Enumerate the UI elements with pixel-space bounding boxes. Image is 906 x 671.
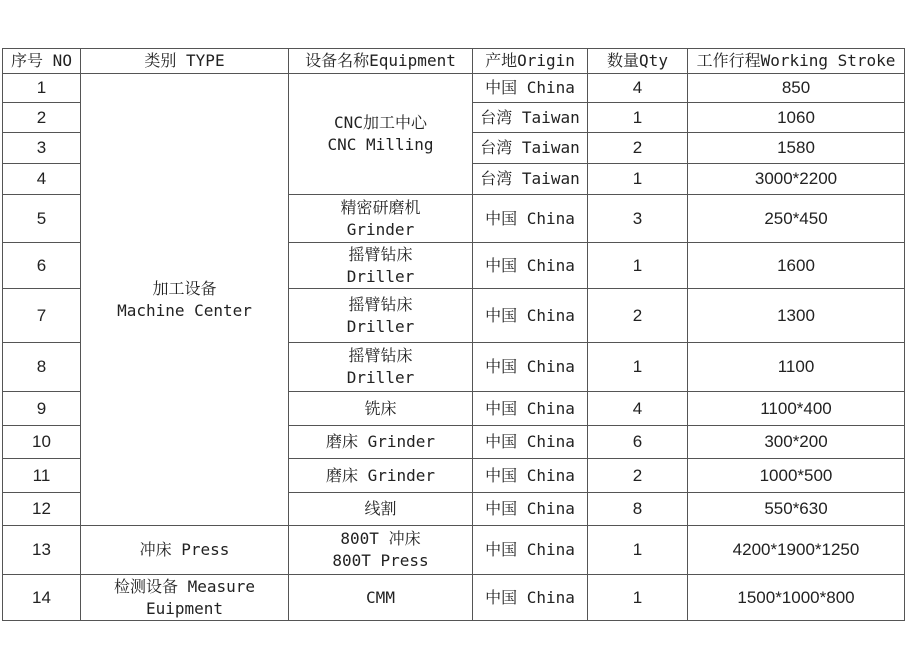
row-no: 11	[3, 459, 81, 493]
row-no: 2	[3, 103, 81, 133]
row-no: 1	[3, 74, 81, 103]
equipment-label: 铣床	[364, 398, 397, 418]
row-qty: 2	[588, 133, 688, 164]
row-stroke: 1600	[688, 243, 905, 289]
table-header-row	[3, 49, 905, 74]
group-label: 加工设备 Machine Center	[117, 278, 252, 320]
equipment-milling	[289, 392, 473, 426]
row-no: 13	[3, 526, 81, 575]
group-label: 冲床 Press	[139, 540, 230, 559]
row-no: 7	[3, 289, 81, 343]
row-no: 5	[3, 195, 81, 243]
row-stroke: 250*450	[688, 195, 905, 243]
row-origin: 中国 China	[473, 392, 588, 426]
equipment-label: 精密研磨机 Grinder	[340, 197, 421, 239]
equipment-grinder	[289, 426, 473, 459]
row-stroke: 4200*1900*1250	[688, 526, 905, 575]
row-stroke: 1580	[688, 133, 905, 164]
row-stroke: 1060	[688, 103, 905, 133]
row-stroke: 300*200	[688, 426, 905, 459]
row-qty: 1	[588, 243, 688, 289]
equipment-label: CMM	[366, 587, 395, 607]
header-origin: 产地Origin	[473, 49, 588, 74]
row-origin: 中国 China	[473, 575, 588, 621]
row-no: 10	[3, 426, 81, 459]
row-no: 3	[3, 133, 81, 164]
row-no: 4	[3, 164, 81, 195]
row-stroke: 1500*1000*800	[688, 575, 905, 621]
equipment-table	[2, 48, 905, 621]
row-qty: 1	[588, 526, 688, 575]
equipment-label: 线割	[364, 499, 397, 518]
row-stroke: 850	[688, 74, 905, 103]
equipment-label: 摇臂钻床 Driller	[346, 244, 415, 286]
row-no: 9	[3, 392, 81, 426]
row-qty: 1	[588, 343, 688, 392]
row-qty: 4	[588, 392, 688, 426]
equipment-label: 摇臂钻床 Driller	[346, 294, 415, 336]
equipment-grinder	[289, 459, 473, 493]
row-qty: 2	[588, 289, 688, 343]
equipment-label: CNC加工中心 CNC Milling	[327, 113, 434, 154]
row-qty: 4	[588, 74, 688, 103]
header-stroke: 工作行程Working Stroke	[688, 49, 905, 74]
row-origin: 台湾 Taiwan	[473, 103, 588, 133]
row-origin: 中国 China	[473, 74, 588, 103]
row-stroke: 1000*500	[688, 459, 905, 493]
group-press	[81, 526, 289, 575]
row-qty: 1	[588, 103, 688, 133]
row-origin: 中国 China	[473, 343, 588, 392]
equipment-driller	[289, 343, 473, 392]
row-stroke: 550*630	[688, 493, 905, 526]
group-machine-center	[81, 74, 289, 526]
equipment-label: 摇臂钻床 Driller	[346, 346, 415, 387]
row-qty: 1	[588, 164, 688, 195]
equipment-grinder-precision	[289, 195, 473, 243]
row-origin: 台湾 Taiwan	[473, 164, 588, 195]
row-origin: 中国 China	[473, 426, 588, 459]
row-origin: 中国 China	[473, 459, 588, 493]
group-label: 检测设备 Measure Euipment	[113, 576, 256, 618]
equipment-wire-cut	[289, 493, 473, 526]
equipment-label: 磨床 Grinder	[325, 432, 436, 451]
header-type: 类别 TYPE	[81, 49, 289, 74]
header-equipment: 设备名称Equipment	[289, 49, 473, 74]
row-no: 12	[3, 493, 81, 526]
row-qty: 1	[588, 575, 688, 621]
row-origin: 中国 China	[473, 195, 588, 243]
row-origin: 中国 China	[473, 289, 588, 343]
row-no: 6	[3, 243, 81, 289]
row-stroke: 1100	[688, 343, 905, 392]
table-row	[3, 526, 905, 575]
row-stroke: 3000*2200	[688, 164, 905, 195]
group-measure	[81, 575, 289, 621]
row-qty: 8	[588, 493, 688, 526]
equipment-label: 磨床 Grinder	[325, 465, 436, 485]
equipment-press	[289, 526, 473, 575]
equipment-driller	[289, 289, 473, 343]
row-origin: 中国 China	[473, 526, 588, 575]
table-row	[3, 74, 905, 103]
row-stroke: 1300	[688, 289, 905, 343]
header-qty: 数量Qty	[588, 49, 688, 74]
row-qty: 2	[588, 459, 688, 493]
equipment-cnc	[289, 74, 473, 195]
header-no: 序号 NO	[3, 49, 81, 74]
equipment-cmm	[289, 575, 473, 621]
row-origin: 中国 China	[473, 493, 588, 526]
table-row	[3, 575, 905, 621]
row-no: 8	[3, 343, 81, 392]
row-qty: 3	[588, 195, 688, 243]
row-stroke: 1100*400	[688, 392, 905, 426]
row-origin: 中国 China	[473, 243, 588, 289]
row-origin: 台湾 Taiwan	[473, 133, 588, 164]
row-qty: 6	[588, 426, 688, 459]
equipment-driller	[289, 243, 473, 289]
row-no: 14	[3, 575, 81, 621]
equipment-label: 800T 冲床 800T Press	[332, 529, 429, 570]
equipment-table-container	[2, 48, 904, 621]
